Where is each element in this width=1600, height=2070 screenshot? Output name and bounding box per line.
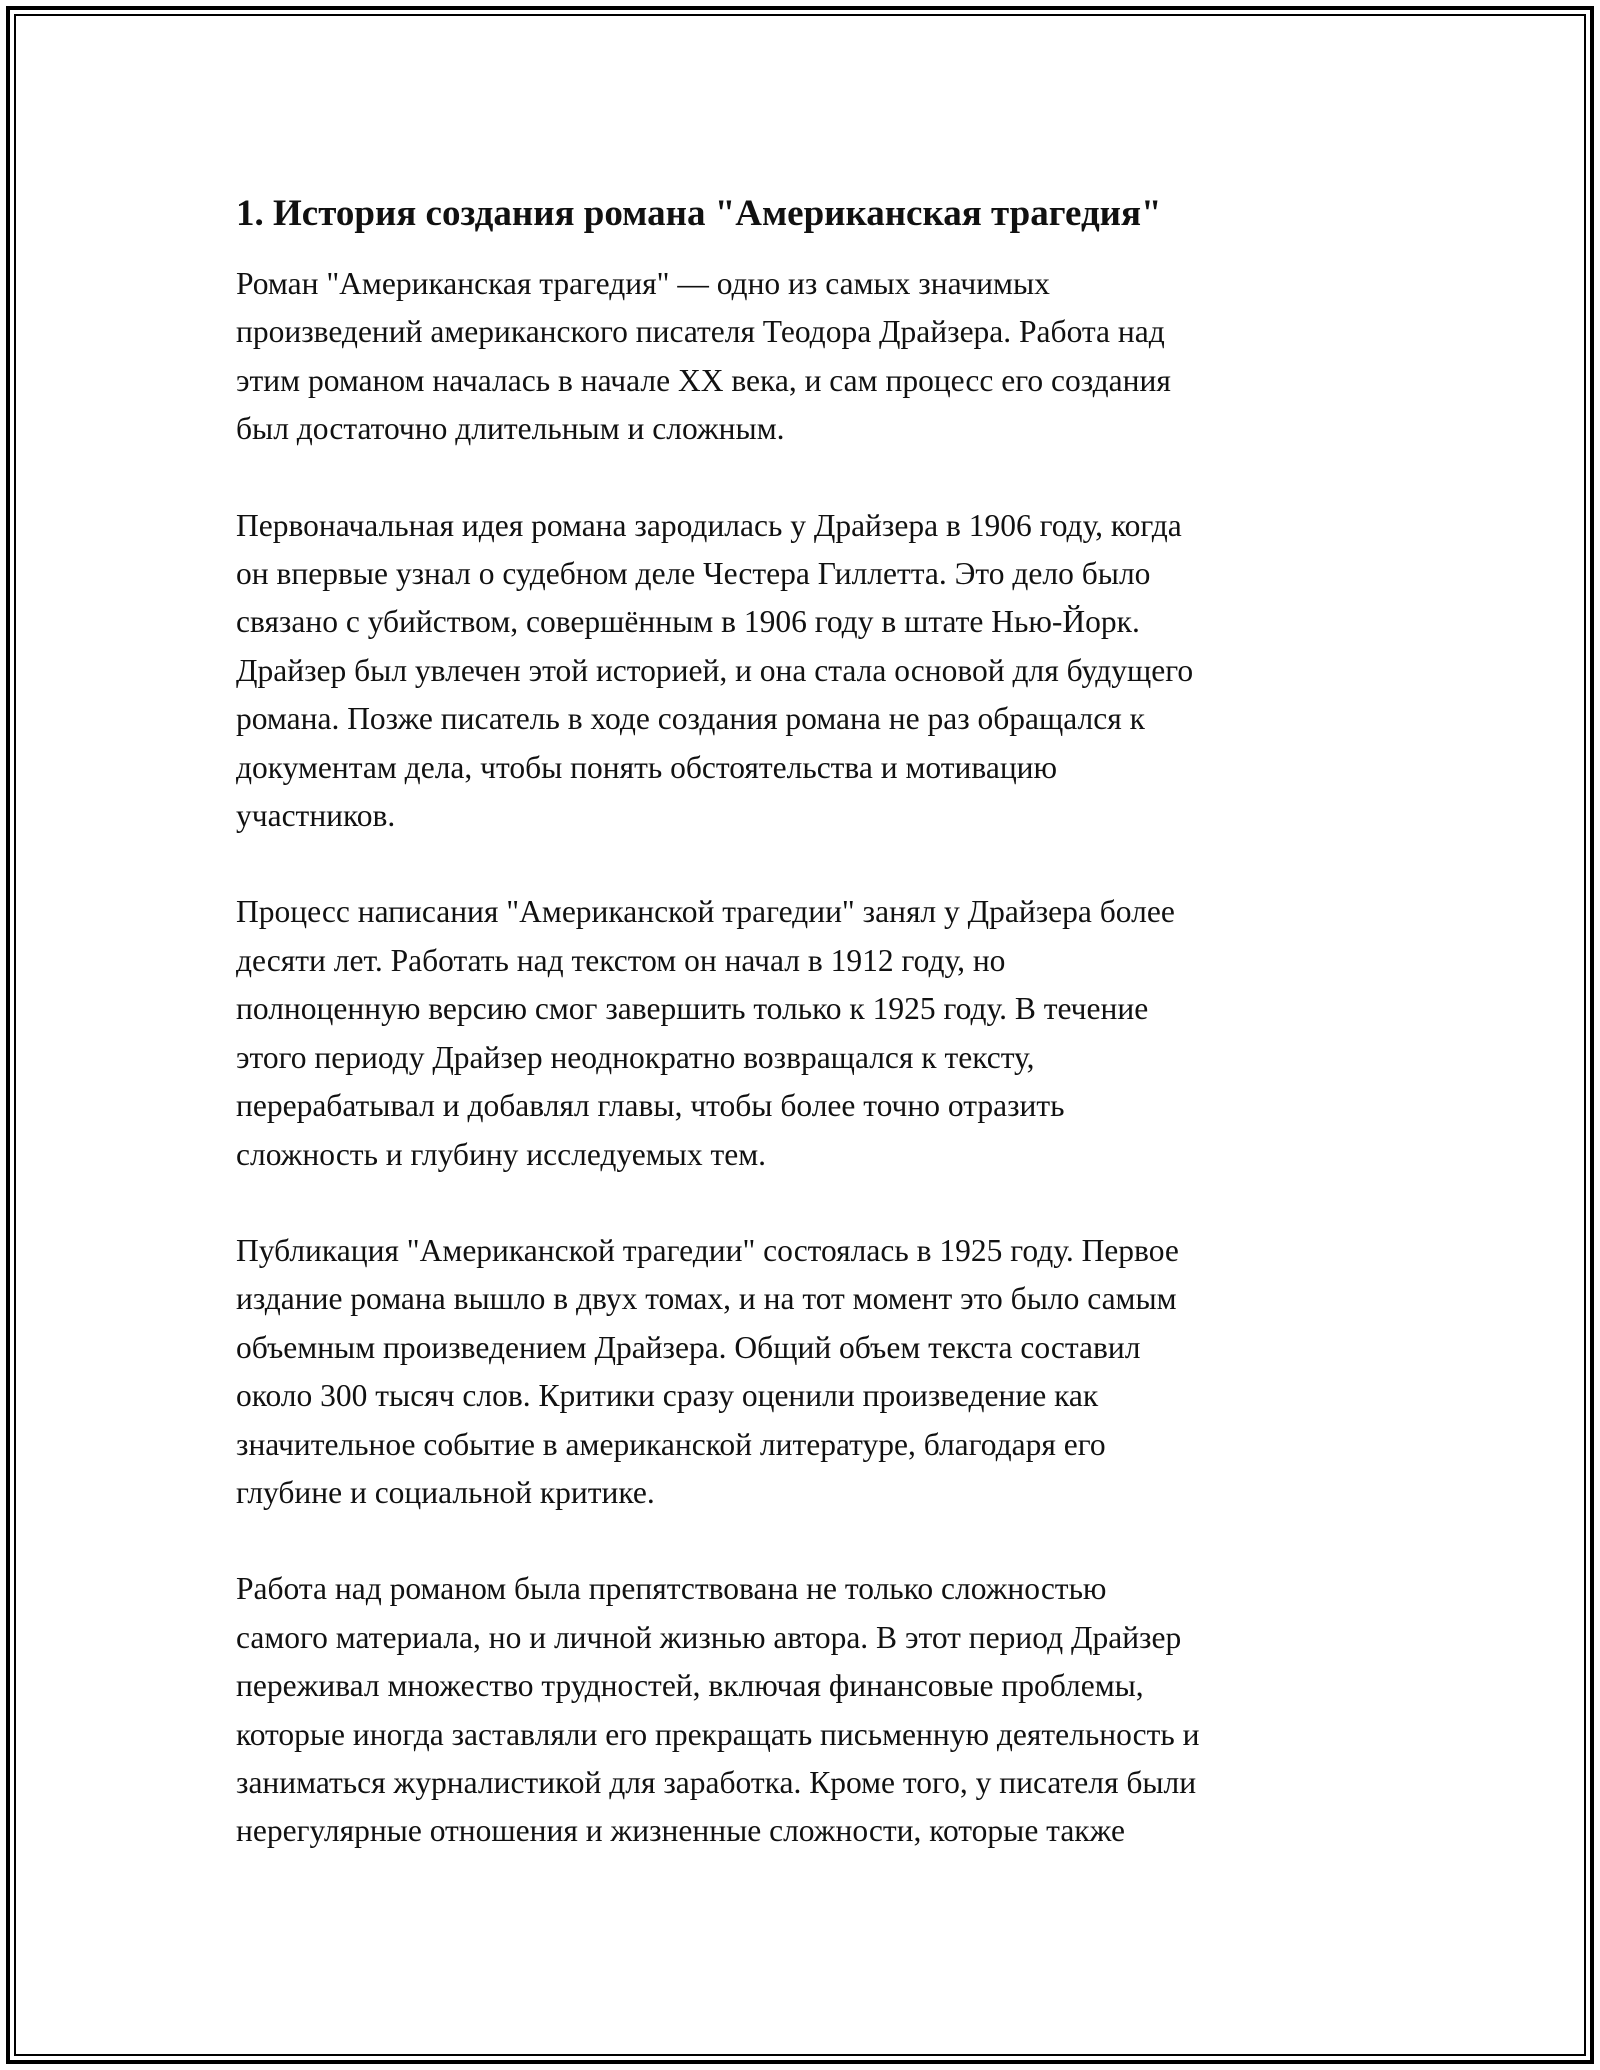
paragraph-line: которые иногда заставляли его прекращать письменную деятельность и — [236, 1716, 1200, 1752]
paragraph-2 — [236, 502, 1396, 841]
paragraph-line: нерегулярные отношения и жизненные сложности, которые также — [236, 1813, 1125, 1849]
paragraph-line: романа. Позже писатель в ходе создания романа не раз обращался к — [236, 701, 1145, 737]
paragraph-line: издание романа вышло в двух томах, и на тот момент это было самым — [236, 1281, 1177, 1317]
paragraph-line: сложность и глубину исследуемых тем. — [236, 1136, 767, 1172]
paragraph-3 — [236, 888, 1396, 1178]
paragraph-line: самого материала, но и личной жизнью автора. В этот период Драйзер — [236, 1619, 1182, 1655]
document-page — [236, 190, 1396, 1904]
paragraph-line: этого периоду Драйзер неоднократно возвращался к тексту, — [236, 1039, 1035, 1075]
paragraph-line: этим романом началась в начале XX века, и сам процесс его создания — [236, 362, 1171, 398]
paragraph-line: переживал множество трудностей, включая финансовые проблемы, — [236, 1668, 1144, 1704]
paragraph-line: Публикация "Американской трагедии" состоялась в 1925 году. Первое — [236, 1232, 1179, 1268]
paragraph-line: участников. — [236, 798, 396, 834]
paragraph-line: документам дела, чтобы понять обстоятельства и мотивацию — [236, 749, 1058, 785]
paragraph-line: Драйзер был увлечен этой историей, и она стала основой для будущего — [236, 652, 1194, 688]
section-title: 1. История создания романа "Американская трагедия" — [236, 193, 1162, 234]
paragraph-line: он впервые узнал о судебном деле Честера Гиллетта. Это дело было — [236, 556, 1151, 592]
paragraph-line: Роман "Американская трагедия" — одно из самых значимых — [236, 266, 1050, 301]
paragraph-line: Процесс написания "Американской трагедии" занял у Драйзера более — [236, 894, 1175, 930]
paragraph-line: глубине и социальной критике. — [236, 1474, 655, 1510]
paragraph-4 — [236, 1227, 1396, 1517]
paragraph-line: был достаточно длительным и сложным. — [236, 411, 785, 447]
paragraph-line: произведений американского писателя Теодора Драйзера. Работа над — [236, 314, 1165, 350]
paragraph-line: значительное событие в американской литературе, благодаря его — [236, 1426, 1106, 1462]
paragraph-line: связано с убийством, совершённым в 1906 году в штате Нью-Йорк. — [236, 604, 1140, 640]
paragraph-line: перерабатывал и добавлял главы, чтобы более точно отразить — [236, 1088, 1065, 1124]
paragraph-1 — [236, 260, 1396, 454]
paragraph-line: Работа над романом была препятствована не только сложностью — [236, 1571, 1107, 1607]
paragraph-line: около 300 тысяч слов. Критики сразу оценили произведение как — [236, 1378, 1099, 1414]
paragraph-line: заниматься журналистикой для заработка. Кроме того, у писателя были — [236, 1764, 1197, 1800]
paragraph-line: полноценную версию смог завершить только к 1925 году. В течение — [236, 991, 1149, 1027]
paragraph-line: объемным произведением Драйзера. Общий объем текста составил — [236, 1329, 1141, 1365]
paragraph-line: десяти лет. Работать над текстом он начал в 1912 году, но — [236, 942, 1006, 978]
paragraph-5 — [236, 1565, 1396, 1855]
paragraph-line: Первоначальная идея романа зародилась у Драйзера в 1906 году, когда — [236, 507, 1182, 543]
